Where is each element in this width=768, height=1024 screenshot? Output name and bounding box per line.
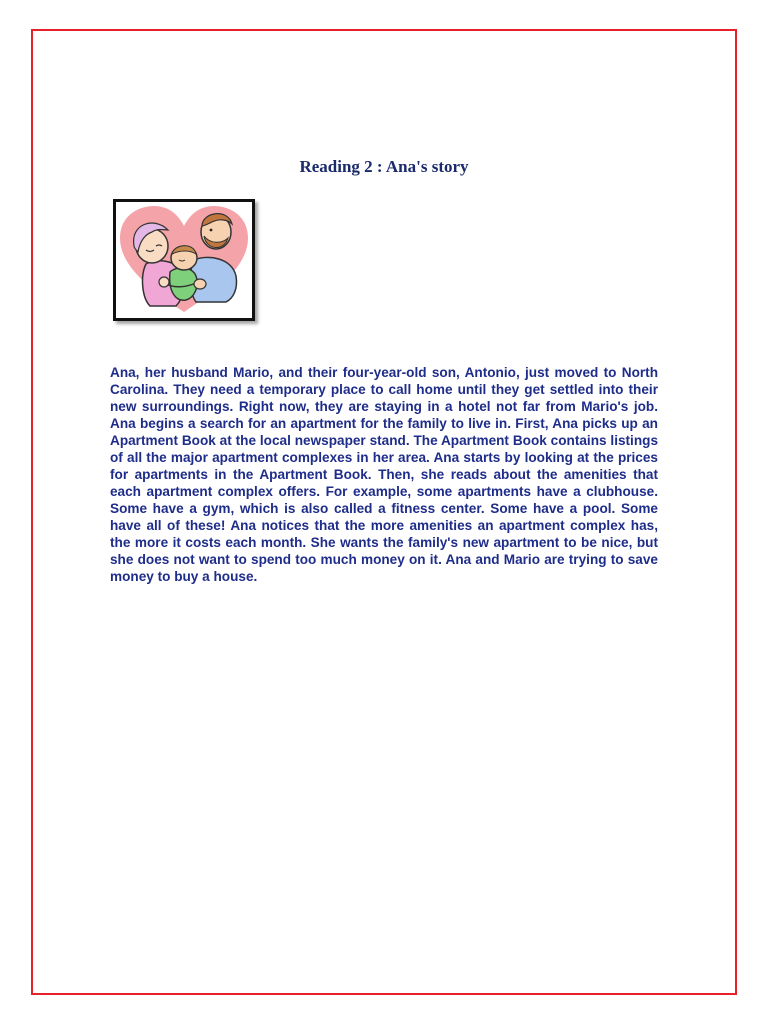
page-title: Reading 2 : Ana's story	[299, 157, 469, 176]
story-paragraph: Ana, her husband Mario, and their four-year-old son, Antonio, just moved to North Carolina. They need a temporary place to call home until they get settled into their new surroundings. Right now, they are staying in a hotel not far from Mario's job. Ana begins a search for an apartment for the family to live in. First, Ana picks up an Apartment Book at the local newspaper stand. The Apartment Book contains listings of all the major apartment complexes in her area. Ana starts by looking at the prices for apartments in the Apartment Book. Then, she reads about the amenities that each apartment complex offers. For example, some apartments have a clubhouse. Some have a gym, which is also called a fitness center. Some have a pool. Some have all of these! Ana notices that the more amenities an apartment complex has, the more it costs each month. She wants the family's new apartment to be nice, but she does not want to spend too much money on it. Ana and Mario are trying to save money to buy a house.	[110, 365, 658, 584]
family-hug-heart-icon	[116, 202, 252, 318]
family-illustration	[113, 199, 255, 321]
